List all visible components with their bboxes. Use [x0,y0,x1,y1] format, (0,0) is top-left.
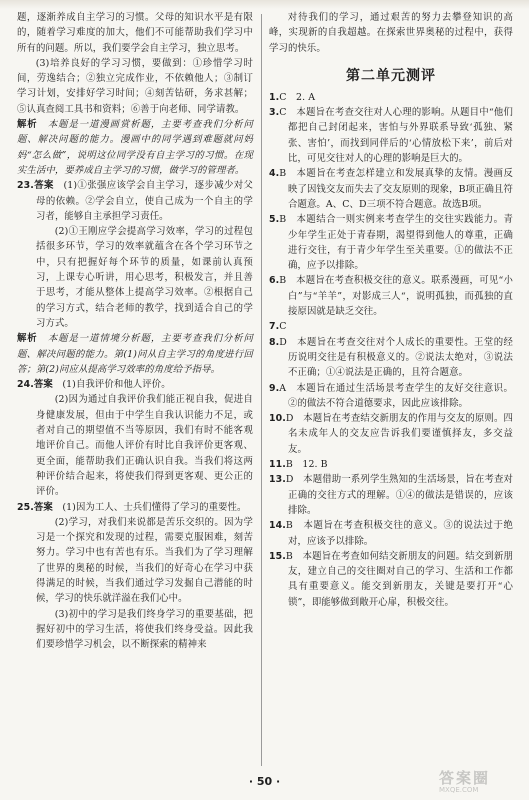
continued-answer-part-3: (3)培养良好的学习习惯，要做到：①珍惜学习时间，劳逸结合；②独立完成作业，不依赖他人；③制订学习计划，安排好学习时间；④刻苦钻研，务求甚解；⑤认真查阅工具书和资料；⑥善于向老师、同学请教。 [17,57,253,115]
answer-text: C 2. A [279,91,316,103]
question-number: 4. [269,168,280,180]
question-number: 13. [269,474,286,486]
answer-24 [17,377,253,392]
answer-label: 答案 [33,501,53,513]
question-number: 23. [17,180,34,192]
answer-text: D 本题旨在考查交往对个人成长的重要性。王堂的经历说明交往是有积极意义的。②说法太绝对，③说法不正确；①④说法是正确的，且符合题意。 [279,336,513,379]
answer-item [269,212,513,273]
analysis-label: 解析 [17,333,38,345]
answer-23-analysis [17,331,253,377]
watermark-title: 答案圈 [439,769,491,787]
answer-text: B 本题结合一则实例来考查学生的交往实践能力。青少年学生正处于青春期，渴望得到他人的尊重，正确进行交往，有于青少年学生至关重要。①的做法不正确，应予以排除。 [279,214,513,272]
continued-answer-text: 对待我们的学习，通过艰苦的努力去攀登知识的高峰，实现新的自我超越。在探索世界奥秘的过程中，获得学习的快乐。 [269,12,513,54]
column-divider [261,14,262,766]
right-column [269,10,513,610]
answer-text: (1)因为工人、士兵们懂得了学习的重要性。 [62,501,247,513]
analysis-text: 本题是一道情境分析题，主要考查我们分析问题、解决问题的能力。第(1)问从自主学习的角度进行回答；第(2)问应从提高学习效率的角度给予指导。 [17,333,253,375]
answer-text: C [279,321,287,333]
section-title: 第二单元测评 [346,67,436,84]
analysis-label: 解析 [17,119,38,131]
answer-text: B 12. B [285,459,328,471]
answer-text: C 本题旨在考查交往对人心理的影响。从题目中“他们都把自己封闭起来，害怕与外界联系导致‘孤独、紧张、害怕’，而找到同伴后的‘心情放松下来’，前后对比，可见交往对人的心理的影响是巨大的。 [279,107,513,165]
question-number: 1. [269,91,280,103]
question-number: 8. [269,336,280,348]
answer-item [269,105,513,166]
answer-label: 答案 [33,379,53,391]
answer-text: (1)自我评价和他人评价。 [62,379,171,391]
watermark-url: MXQE.COM [439,786,479,794]
answer-text: B 本题旨在考查如何结交新朋友的问题。结交到新朋友，建立自己的交往圈对自己的学习、生活和工作都具有重要意义。能交到新朋友，关键是要打开“心锁”，即能够做到敞开心扉，积极交往。 [285,550,513,608]
answer-item [269,472,513,518]
answer-item [269,411,513,457]
analysis-text: 本题是一道漫画赏析题，主要考查我们分析问题、解决问题的能力。漫画中的同学遇到难题就问妈妈“怎么做”，说明这位同学没有自主学习的习惯。在现实生活中，要养成自主学习的习惯，做学习的管理者。 [17,119,253,176]
answer-item [269,549,513,610]
question-number: 14. [269,520,286,532]
answer-item [269,457,513,472]
question-number: 7. [269,321,280,333]
answer-page [17,10,517,770]
answer-23-part-2: (2)①王刚应学会提高学习效率，学习的过程包括很多环节，学习的效率就蕴含在各个学习环节之中，只有把握好每个环节的质量，如课前认真预习，上课专心听讲，用心思考，积极发言，并且善于思考，才能从整体上提高学习效率。②根据自己的学习方式，结合老师的教学，找到适合自己的学习方式。 [36,226,253,329]
page-number: · 50 · [248,775,281,788]
question-number: 25. [17,501,34,513]
answer-text: B 本题旨在考查积极交往的意义。③的说法过于绝对，应该予以排除。 [285,520,513,547]
unit-test-answer-list [269,90,513,610]
answer-25 [17,500,253,515]
answer-item [269,166,513,212]
question-number: 3. [269,107,280,119]
scan-top-edge [0,0,529,9]
answer-item [269,319,513,334]
question-number: 11. [269,459,286,471]
answer-item [269,381,513,412]
answer-text: D 本题借助一系列学生熟知的生活场景，旨在考查对正确的交往方式的理解。①④的做法是错误的，应该排除。 [285,474,513,516]
answer-text: B 本题旨在考查积极交往的意义。联系漫画，可见“小白”与“羊羊”，对影成三人“，说明孤独，而孤独的直接原因就是缺乏交往。 [279,275,513,318]
question-number: 10. [269,413,286,425]
answer-25-part-2: (2)学习，对我们来说都是苦乐交织的。因为学习是一个探究和发现的过程，需要克服困难，刻苦努力。学习中也有苦也有乐。当我们为了学习理解了世界的奥秘的时候，当我们的好奇心在学习中获得满足的时候，当我们通过学习发掘自己潜能的时候，学习的快乐就洋溢在我们心中。 [36,516,253,605]
question-number: 15. [269,550,286,562]
answer-item [269,90,513,105]
answer-text: B 本题旨在考查怎样建立和发展真挚的友情。漫画反映了因钱交友而失去了交友原则的现象，B项正确且符合题意。A、C、D三项不符合题意。故选B项。 [279,168,513,210]
answer-24-part-2: (2)因为通过自我评价我们能正视自我，促进自身健康发展，但由于中学生自我认识能力不足，或者对自己的期望值不当等原因，我们有时不能客观地评价自己。而他人评价有时比自我评价更客观、更全面，能帮助我们正确认识自我。当我们将这两种评价结合起来，将使我们得到更客观、更公正的评价。 [36,394,253,498]
question-number: 24. [17,379,34,391]
answer-text: A 本题旨在通过生活场景考查学生的友好交往意识。②的做法不符合道德要求，因此应该排除。 [279,382,513,409]
continued-analysis [17,117,253,178]
left-column [17,10,253,652]
watermark-logo [439,770,521,796]
answer-text: D 本题旨在考查结交新朋友的作用与交友的原则。四名未成年人的交友应告诉我们要谨慎择友，多交益友。 [285,413,513,455]
question-number: 6. [269,275,280,287]
answer-item [269,518,513,549]
answer-item [269,273,513,319]
continued-answer-text: 题，逐渐养成自主学习的习惯。父母的知识水平是有限的，随着学习难度的加大，他们不可能帮助我们学习中所有的问题。所以，我们要学会自主学习，独立思考。 [17,12,253,54]
answer-25-part-3: (3)初中的学习是我们终身学习的重要基础，把握好初中的学习生活，将使我们终身受益。因此我们要珍惜学习机会，以不断探索的精神来 [36,608,253,651]
answer-item [269,335,513,381]
question-number: 5. [269,214,280,226]
answer-text: (1)①张强应该学会自主学习，逐步减少对父母的依赖。②学会自立，使自己成为一个自主的学习者，能够自主承担学习责任。 [36,180,253,222]
answer-label: 答案 [33,180,54,192]
question-number: 9. [269,382,280,394]
answer-23 [17,178,253,224]
